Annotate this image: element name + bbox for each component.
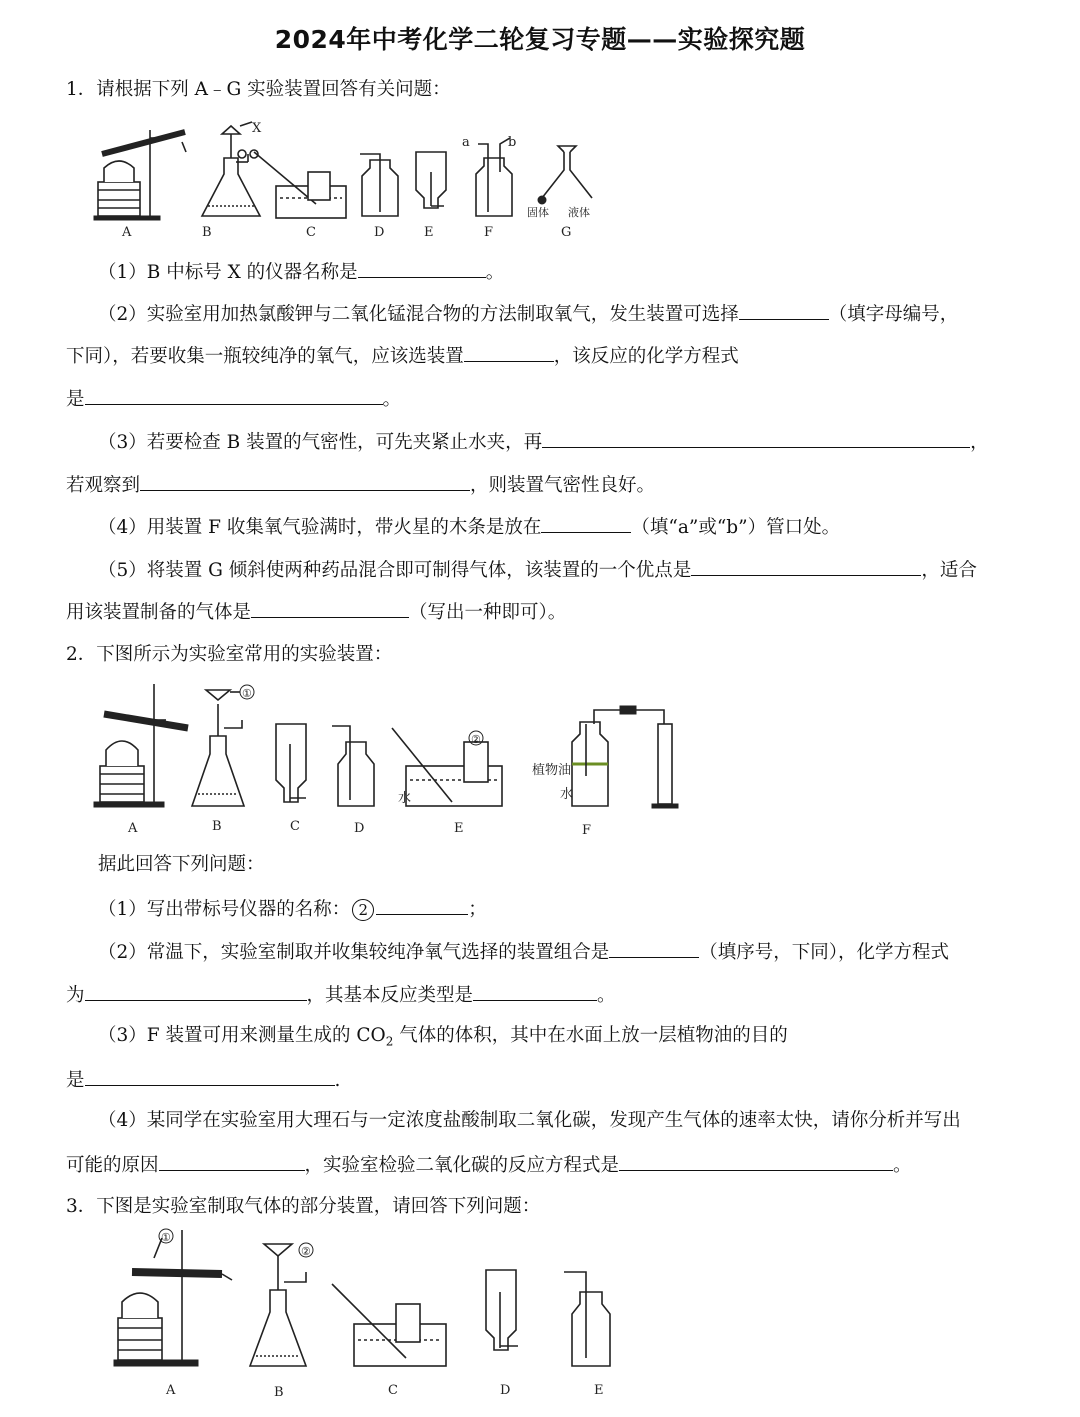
answer-blank[interactable] <box>85 982 307 1001</box>
q2-lead: 据此回答下列问题： <box>98 854 265 875</box>
q1-part5-line1: （5）将装置 G 倾斜使两种药品混合即可制得气体，该装置的一个优点是 ，适合 <box>98 557 977 583</box>
q2-label-f: F <box>582 823 592 838</box>
q3-fig-b <box>250 1244 306 1366</box>
q3-mark-2: ② <box>301 1245 311 1258</box>
q1-part2-line1: （2）实验室用加热氯酸钾与二氧化锰混合物的方法制取氧气，发生装置可选择 （填字母编号， <box>98 301 958 327</box>
q1-stem: 1．请根据下列 A﹣G 实验装置回答有关问题： <box>66 79 451 100</box>
q1-fig-e <box>416 152 446 208</box>
q2-part3-line1: （3）F 装置可用来测量生成的 $CO_2$ 气体的体积，其中在水面上放一层植物油的目的 <box>98 1025 788 1049</box>
q1-fig-a <box>94 130 186 220</box>
q2-mark-water2: 水 <box>560 787 574 802</box>
q1-fig-c <box>254 152 346 218</box>
q2-label-a: A <box>128 821 138 836</box>
answer-blank[interactable] <box>619 1152 893 1171</box>
q3-mark-1: ① <box>161 1231 171 1244</box>
q2-part4-line1: （4）某同学在实验室用大理石与一定浓度盐酸制取二氧化碳，发现产生气体的速率太快，请你分析并写出 <box>98 1110 961 1131</box>
q1-part3-line1: （3）若要检查 B 装置的气密性，可先夹紧止水夹，再 ， <box>98 429 989 455</box>
q1-part1: （1）B 中标号 X 的仪器名称是 。 <box>98 259 504 285</box>
q3-fig-c <box>332 1284 446 1366</box>
q3-label-c: C <box>388 1383 398 1398</box>
q2-fig-d <box>332 726 374 806</box>
q2-part2-line1: （2）常温下，实验室制取并收集较纯净氧气选择的装置组合是 （填序号，下同），化学方程式 <box>98 939 949 965</box>
q1-fig-g <box>538 146 592 204</box>
q1-mark-x: X <box>252 121 262 136</box>
q1-apparatus-figure <box>90 112 610 242</box>
q3-fig-d <box>486 1270 518 1350</box>
q1-label-b: B <box>202 225 212 240</box>
q1-fig-f <box>476 138 512 216</box>
q3-stem: 3．下图是实验室制取气体的部分装置，请回答下列问题： <box>66 1196 541 1217</box>
q1-label-e: E <box>424 225 434 240</box>
page-title: 2024年中考化学二轮复习专题——实验探究题 <box>274 25 806 54</box>
q1-label-c: C <box>306 225 316 240</box>
q2-mark-oil: 植物油 <box>532 763 572 778</box>
q2-part4-line2: 可能的原因 ，实验室检验二氧化碳的反应方程式是 。 <box>66 1152 912 1178</box>
q2-label-e: E <box>454 821 464 836</box>
answer-blank[interactable] <box>541 514 631 533</box>
q2-fig-c <box>276 724 306 802</box>
q2-part3-line2: 是 . <box>66 1067 340 1093</box>
q2-mark-1: ① <box>242 687 252 700</box>
answer-blank[interactable] <box>85 1067 335 1086</box>
q1-part4: （4）用装置 F 收集氧气验满时，带火星的木条是放在 （填“a”或“b”）管口处。 <box>98 514 840 540</box>
q2-fig-f <box>572 706 678 808</box>
q3-label-b: B <box>274 1385 284 1400</box>
answer-blank[interactable] <box>739 301 829 320</box>
q3-fig-a <box>114 1230 232 1366</box>
answer-blank[interactable] <box>159 1152 305 1171</box>
q1-mark-solid: 固体 <box>527 206 549 219</box>
q2-part2-line2: 为 ，其基本反应类型是 。 <box>66 982 616 1008</box>
q2-fig-a <box>94 684 188 807</box>
q3-apparatus-figure <box>110 1228 640 1403</box>
q1-mark-b: b <box>508 135 517 150</box>
q1-label-d: D <box>374 225 385 240</box>
q1-label-a: A <box>122 225 132 240</box>
answer-blank[interactable] <box>691 557 921 576</box>
q1-mark-liquid: 液体 <box>568 206 590 219</box>
answer-blank[interactable] <box>85 386 383 405</box>
answer-blank[interactable] <box>358 259 486 278</box>
q3-label-a: A <box>166 1383 176 1398</box>
q2-stem: 2．下图所示为实验室常用的实验装置： <box>66 644 393 665</box>
q2-mark-water: 水 <box>398 791 412 806</box>
q1-label-g: G <box>561 225 572 240</box>
answer-blank[interactable] <box>376 896 468 915</box>
q2-apparatus-figure <box>92 680 712 840</box>
q1-fig-b <box>202 122 260 216</box>
q3-label-d: D <box>500 1383 511 1398</box>
q1-part2-line2: 下同），若要收集一瓶较纯净的氧气，应该选装置 ，该反应的化学方程式 <box>66 343 739 369</box>
q2-label-b: B <box>212 819 222 834</box>
answer-blank[interactable] <box>464 343 554 362</box>
q1-part5-line2: 用该装置制备的气体是 （写出一种即可）。 <box>66 599 566 625</box>
q2-label-d: D <box>354 821 365 836</box>
answer-blank[interactable] <box>542 429 970 448</box>
q1-mark-a: a <box>462 135 470 150</box>
q3-label-e: E <box>594 1383 604 1398</box>
q1-label-f: F <box>484 225 494 240</box>
q1-part2-line3: 是 。 <box>66 386 401 412</box>
q2-label-c: C <box>290 819 300 834</box>
q2-part1: （1）写出带标号仪器的名称： 2 ； <box>98 896 487 922</box>
q1-part3-line2: 若观察到 ，则装置气密性良好。 <box>66 472 655 498</box>
answer-blank[interactable] <box>473 982 597 1001</box>
q3-fig-e <box>564 1272 610 1366</box>
q1-fig-d <box>360 154 398 216</box>
answer-blank[interactable] <box>140 472 470 491</box>
q2-fig-b <box>192 690 244 806</box>
answer-blank[interactable] <box>251 599 409 618</box>
circled-number: 2 <box>352 899 374 921</box>
q2-mark-2: ② <box>471 733 481 746</box>
answer-blank[interactable] <box>609 939 699 958</box>
